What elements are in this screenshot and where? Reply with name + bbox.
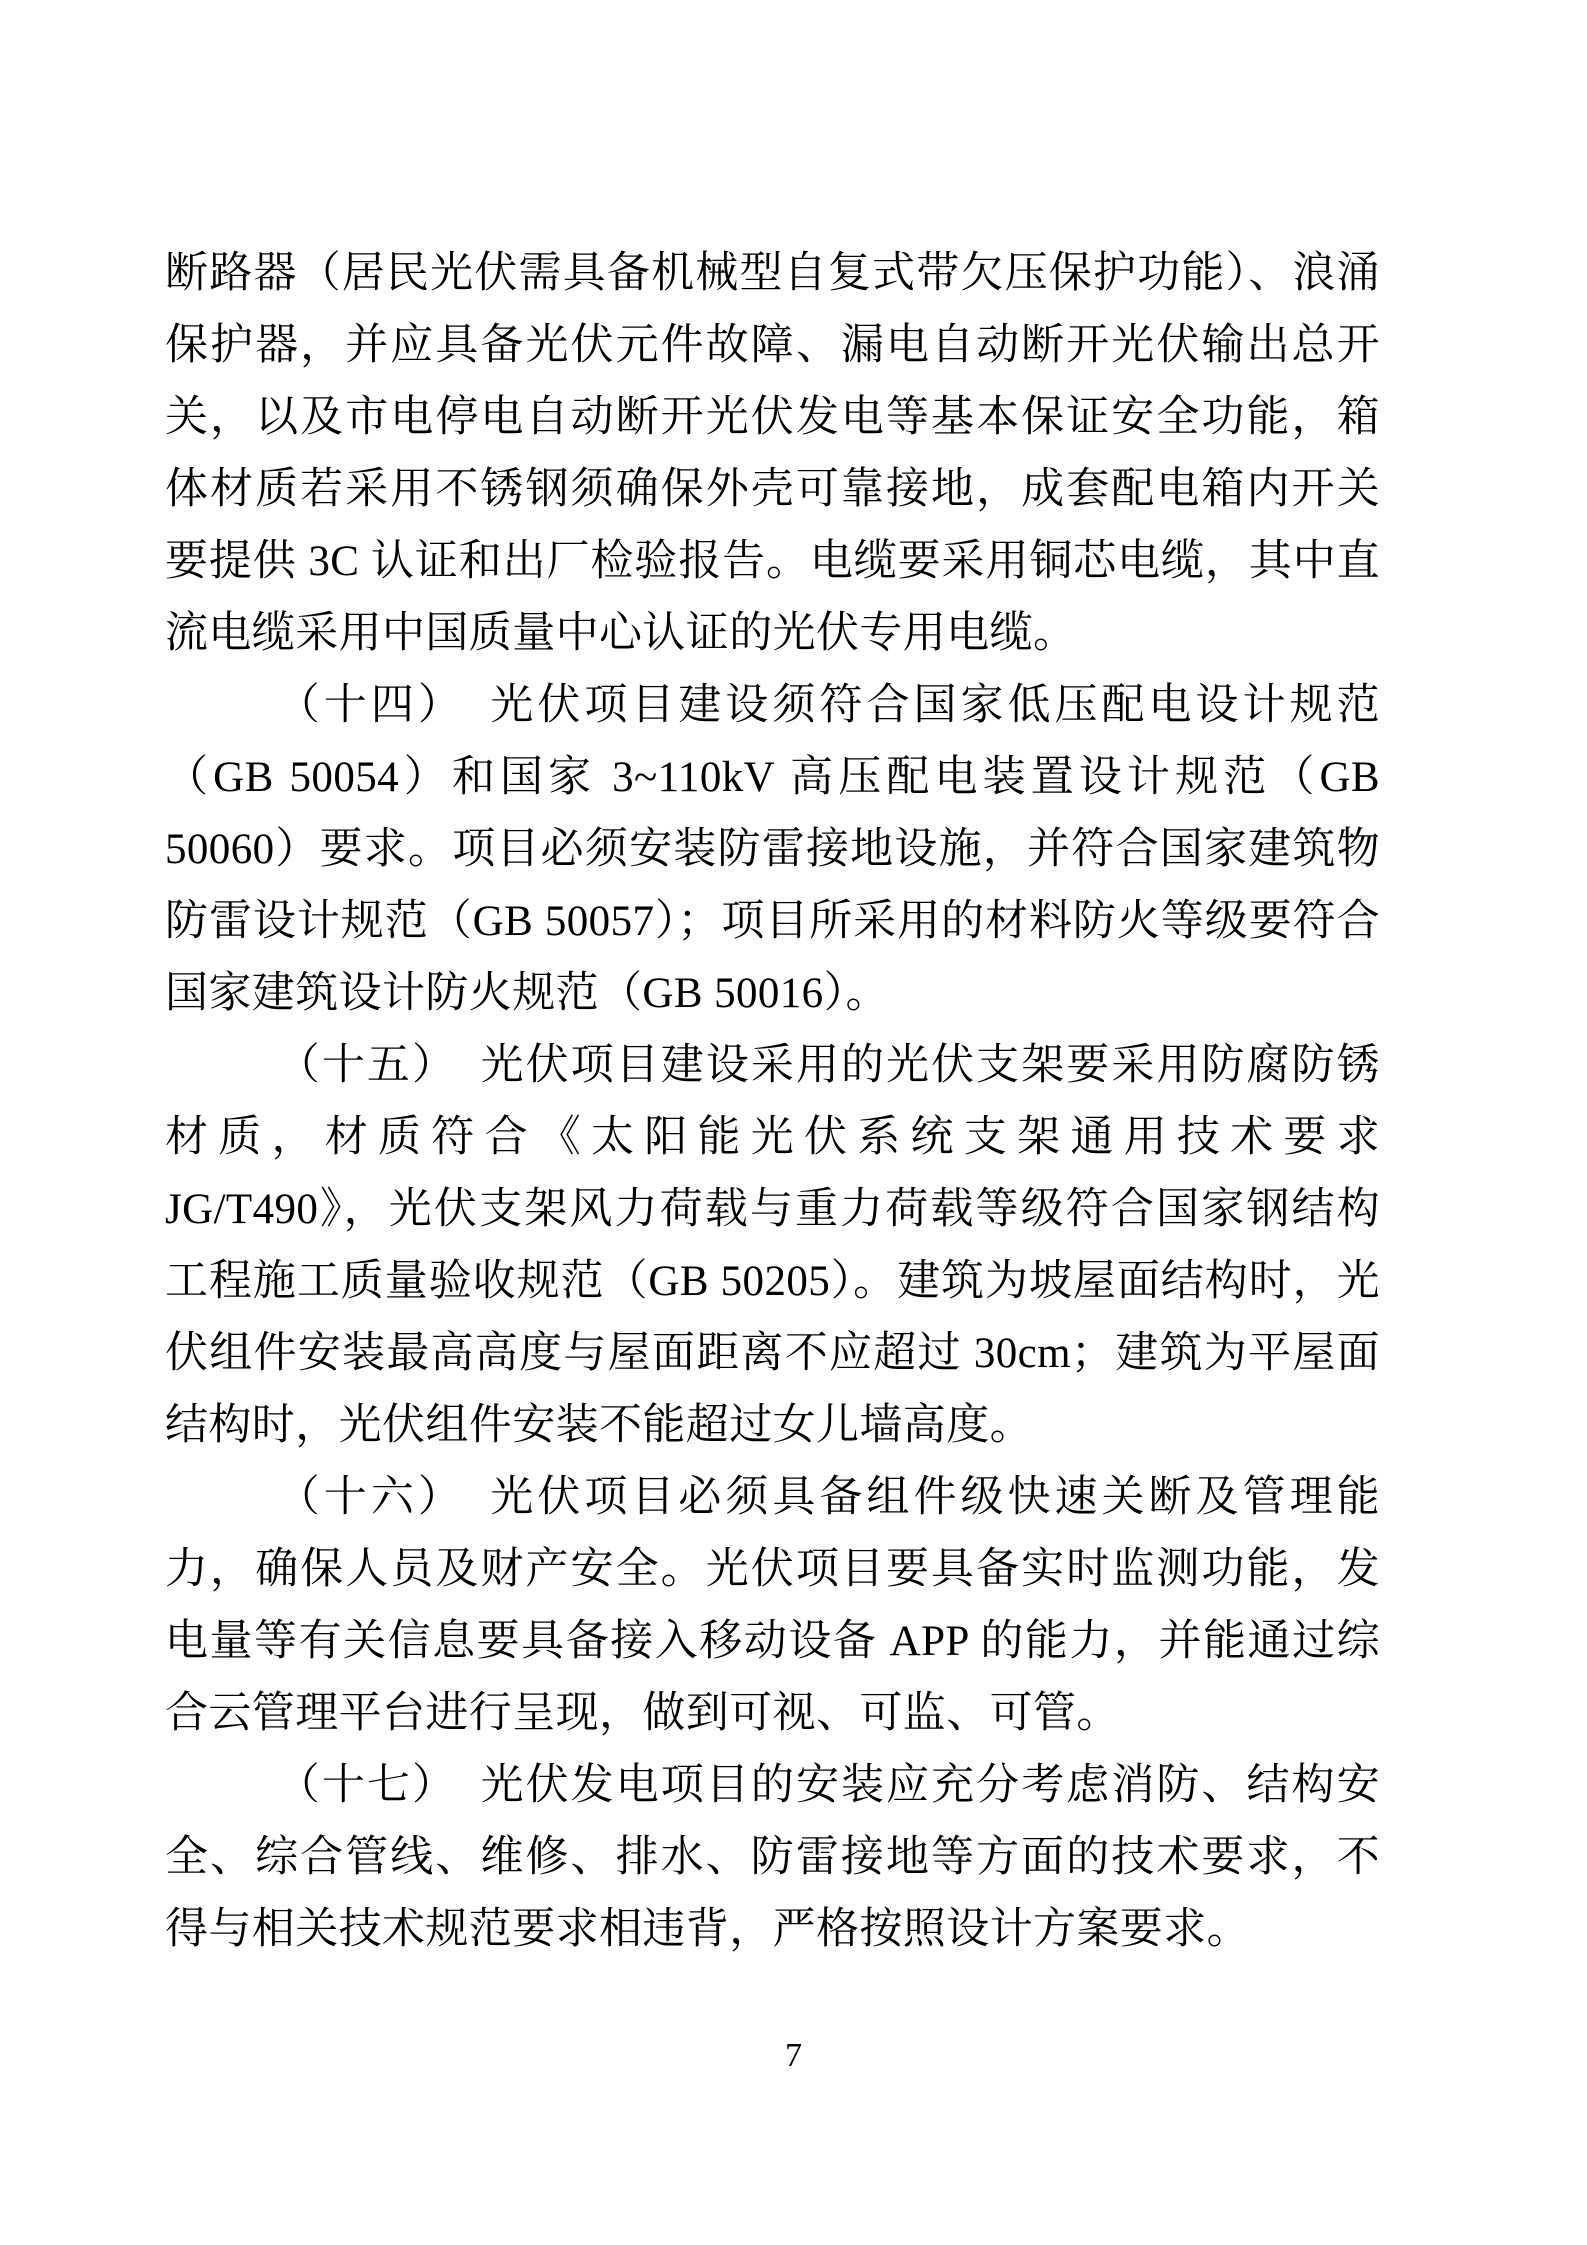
document-body — [165, 238, 1380, 1966]
paragraph-item-15: （十五） 光伏项目建设采用的光伏支架要采用防腐防锈材质，材质符合《太阳能光伏系统支架通用技术要求 JG/T490》，光伏支架风力荷载与重力荷载等级符合国家钢结构工程施工质量验收规范（GB 50205）。建筑为坡屋面结构时，光伏组件安装最高高度与屋面距离不应超过 30cm；建筑为平屋面结构时，光伏组件安装不能超过女儿墙高度。 — [165, 1042, 1380, 1449]
paragraph-item-14: （十四） 光伏项目建设须符合国家低压配电设计规范（GB 50054）和国家 3~110kV 高压配电装置设计规范（GB 50060）要求。项目必须安装防雷接地设施，并符合国家建筑物防雷设计规范（GB 50057）；项目所采用的材料防火等级要符合国家建筑设计防火规范（GB 50016）。 — [165, 682, 1380, 1017]
paragraph-item-17: （十七） 光伏发电项目的安装应充分考虑消防、结构安全、综合管线、维修、排水、防雷接地等方面的技术要求，不得与相关技术规范要求相违背，严格按照设计方案要求。 — [165, 1762, 1380, 1953]
paragraph-continuation: 断路器（居民光伏需具备机械型自复式带欠压保护功能）、浪涌保护器，并应具备光伏元件故障、漏电自动断开光伏输出总开关，以及市电停电自动断开光伏发电等基本保证安全功能，箱体材质若采用不锈钢须确保外壳可靠接地，成套配电箱内开关要提供 3C 认证和出厂检验报告。电缆要采用铜芯电缆，其中直流电缆采用中国质量中心认证的光伏专用电缆。 — [165, 250, 1380, 657]
page-number: 7 — [785, 2037, 802, 2074]
page-footer — [0, 2036, 1587, 2076]
paragraph-item-16: （十六） 光伏项目必须具备组件级快速关断及管理能力，确保人员及财产安全。光伏项目要具备实时监测功能，发电量等有关信息要具备接入移动设备 APP 的能力，并能通过综合云管理平台进行呈现，做到可视、可监、可管。 — [165, 1474, 1380, 1737]
